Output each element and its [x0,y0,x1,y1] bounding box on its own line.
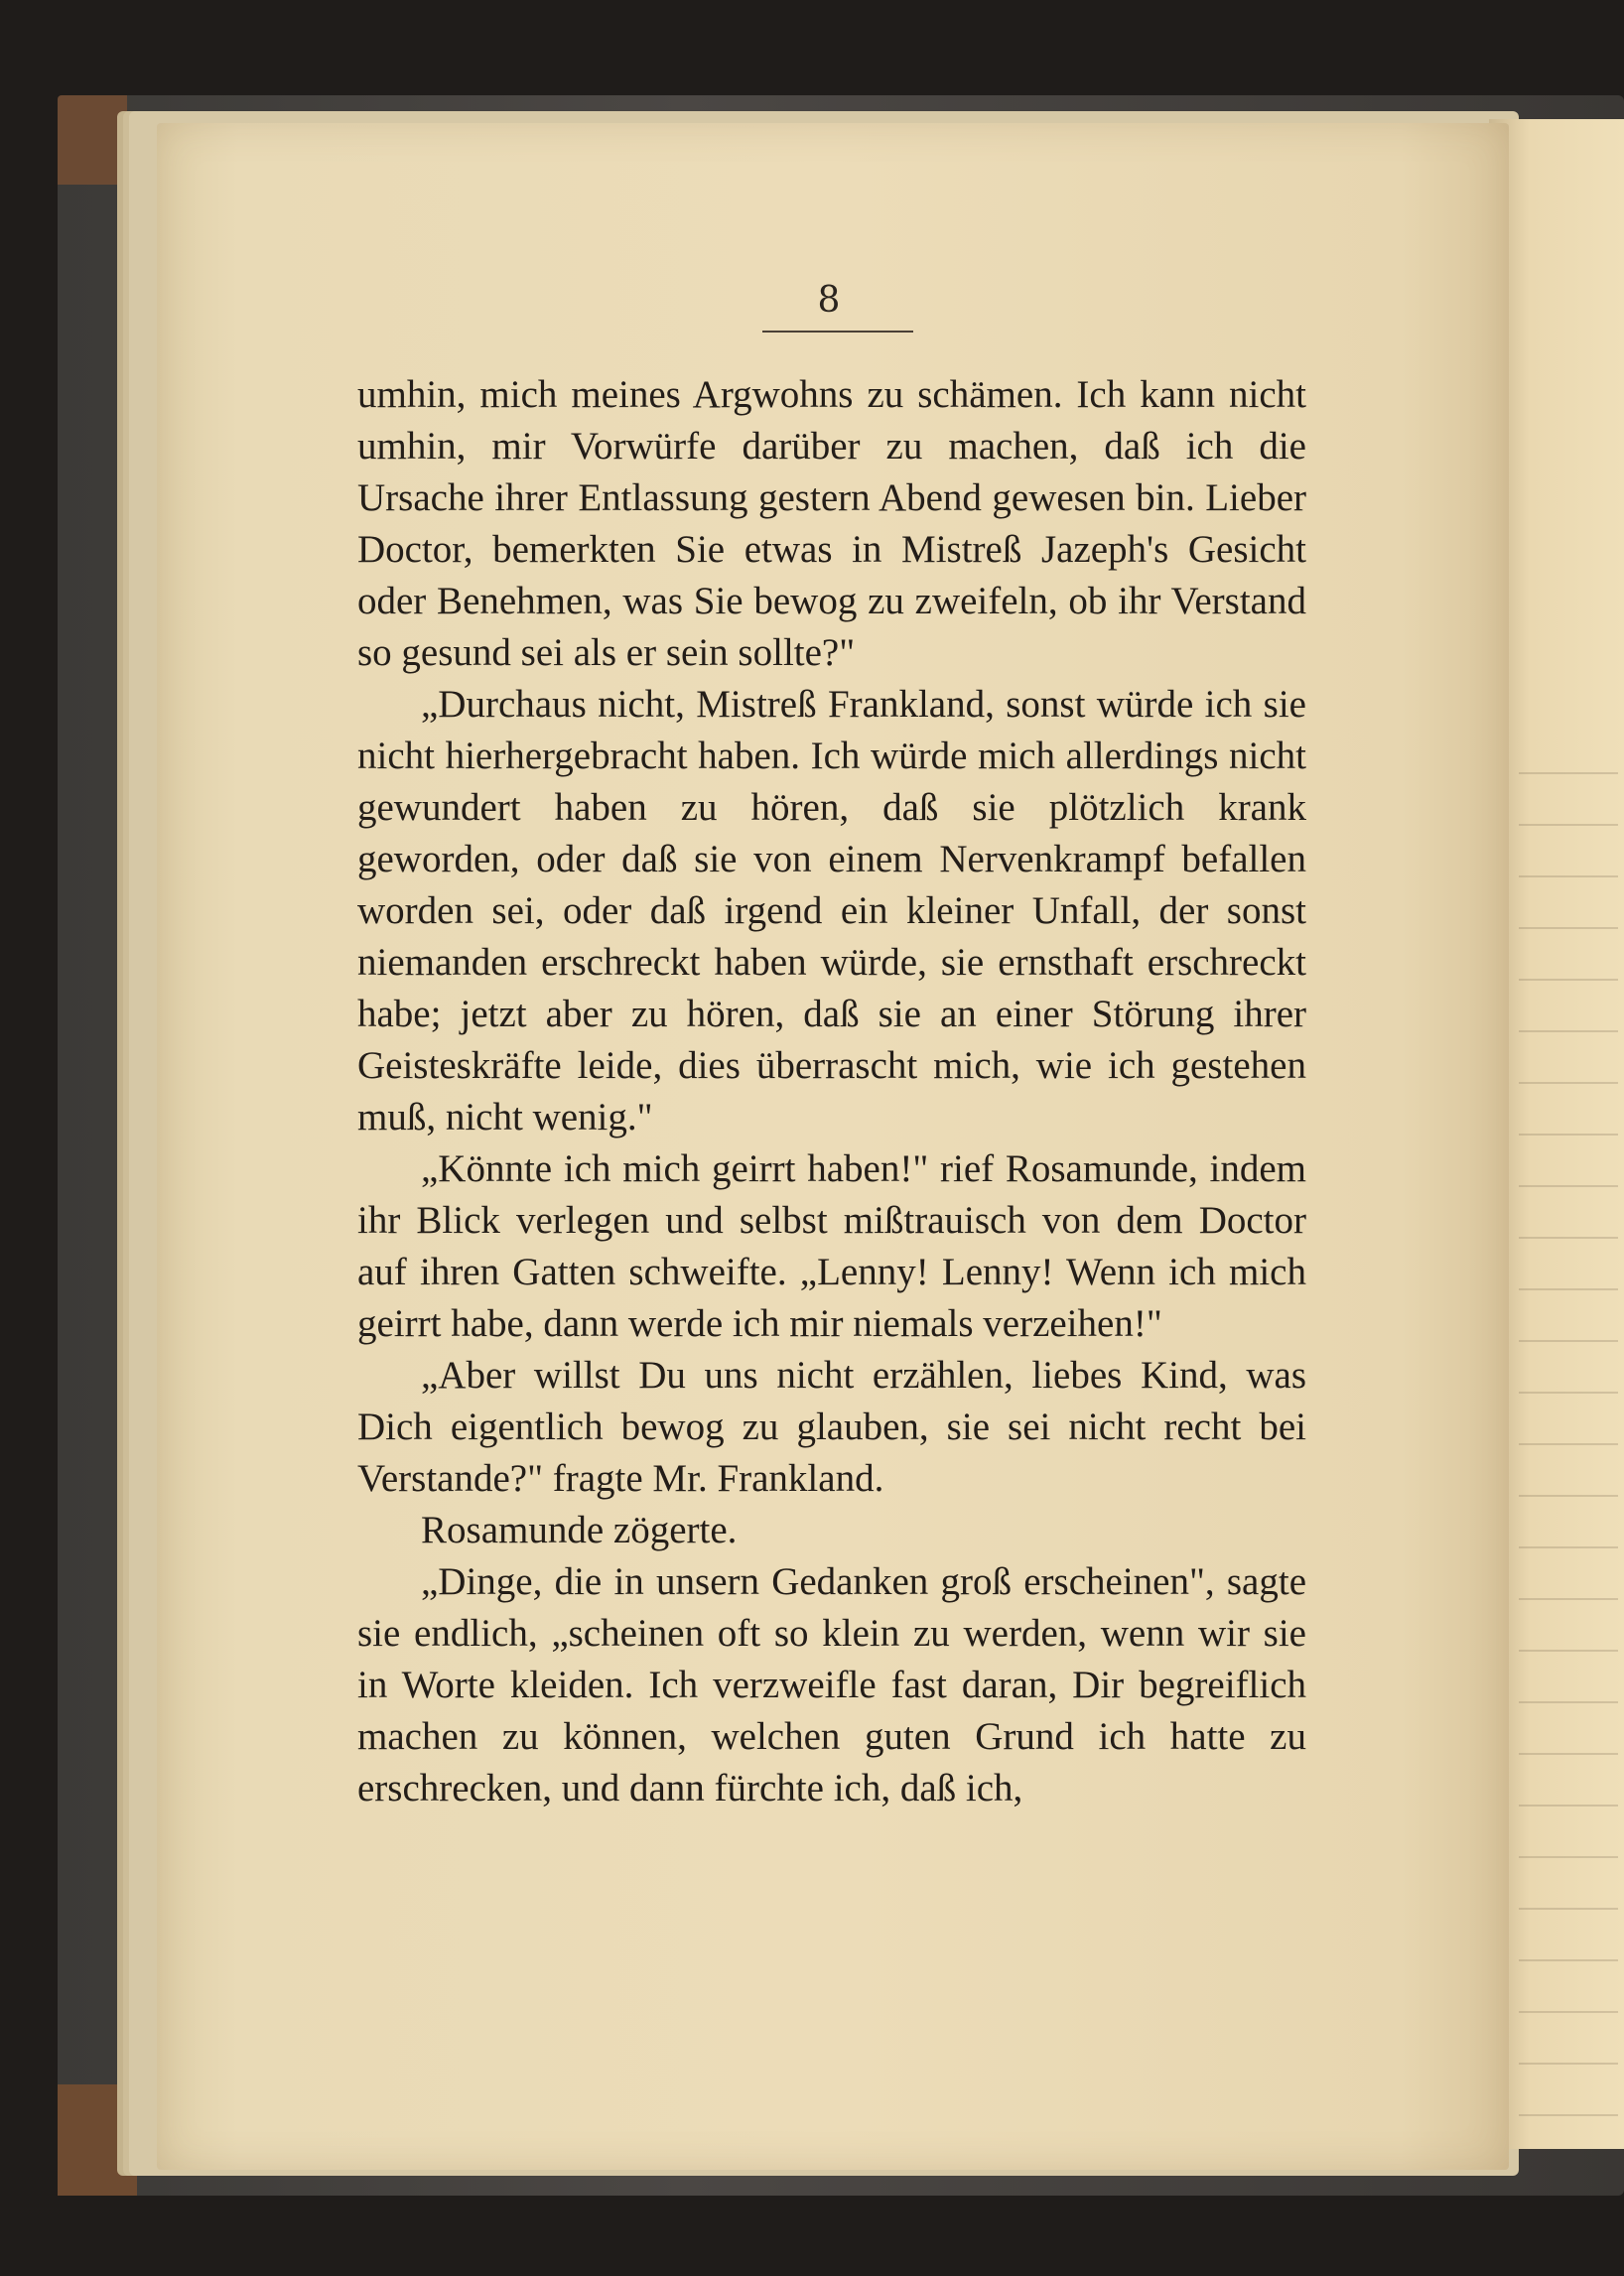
paragraph: „Aber willst Du uns nicht erzählen, liebes Kind, was Dich eigentlich bewog zu glauben, sie sei nicht recht bei Verstande?" fragte Mr. Frankland. [357,1354,1306,1500]
header-rule [762,331,913,333]
leather-corner-bottom [58,2084,137,2196]
show-through-text [1519,735,1618,2124]
page-number: 8 [817,280,841,321]
paragraph: umhin, mich meines Argwohns zu schämen. Ich kann nicht umhin, mir Vorwürfe darüber zu machen, daß ich die Ursache ihrer Entlassung gestern Abend gewesen bin. Lieber Doctor, bemerkten Sie etwas in Mistreß Jazeph's Gesicht oder Benehmen, was Sie bewog zu zweifeln, ob ihr Verstand so gesund sei als er sein sollte?" [357,373,1306,674]
paragraph: „Durchaus nicht, Mistreß Frankland, sonst würde ich sie nicht hierhergebracht haben. Ich würde mich allerdings nicht gewundert haben zu hören, daß sie plötzlich krank geworden, oder daß sie von einem Nervenkrampf befallen worden sei, oder daß irgend ein kleiner Unfall, der sonst niemanden erschreckt haben würde, sie ernsthaft erschreckt habe; jetzt aber zu hören, daß sie an einer Störung ihrer Geisteskräfte leide, dies überrascht mich, wie ich gestehen muß, nicht wenig." [357,683,1306,1138]
facing-page-edge [1489,119,1624,2149]
paragraph: Rosamunde zögerte. [421,1509,738,1551]
paragraph: „Könnte ich mich geirrt haben!" rief Rosamunde, indem ihr Blick verlegen und selbst mißtrauisch von dem Doctor auf ihren Gatten schweifte. „Lenny! Lenny! Wenn ich mich geirrt habe, dann werde ich mir niemals verzeihen!" [357,1147,1306,1345]
body-text [357,369,1306,1814]
leather-corner-top [58,95,127,185]
paragraph: „Dinge, die in unsern Gedanken groß erscheinen", sagte sie endlich, „scheinen oft so klein zu werden, wenn wir sie in Worte kleiden. Ich verzweifle fast daran, Dir begreiflich machen zu können, welchen guten Grund ich hatte zu erschrecken, und dann fürchte ich, daß ich, [357,1560,1306,1809]
